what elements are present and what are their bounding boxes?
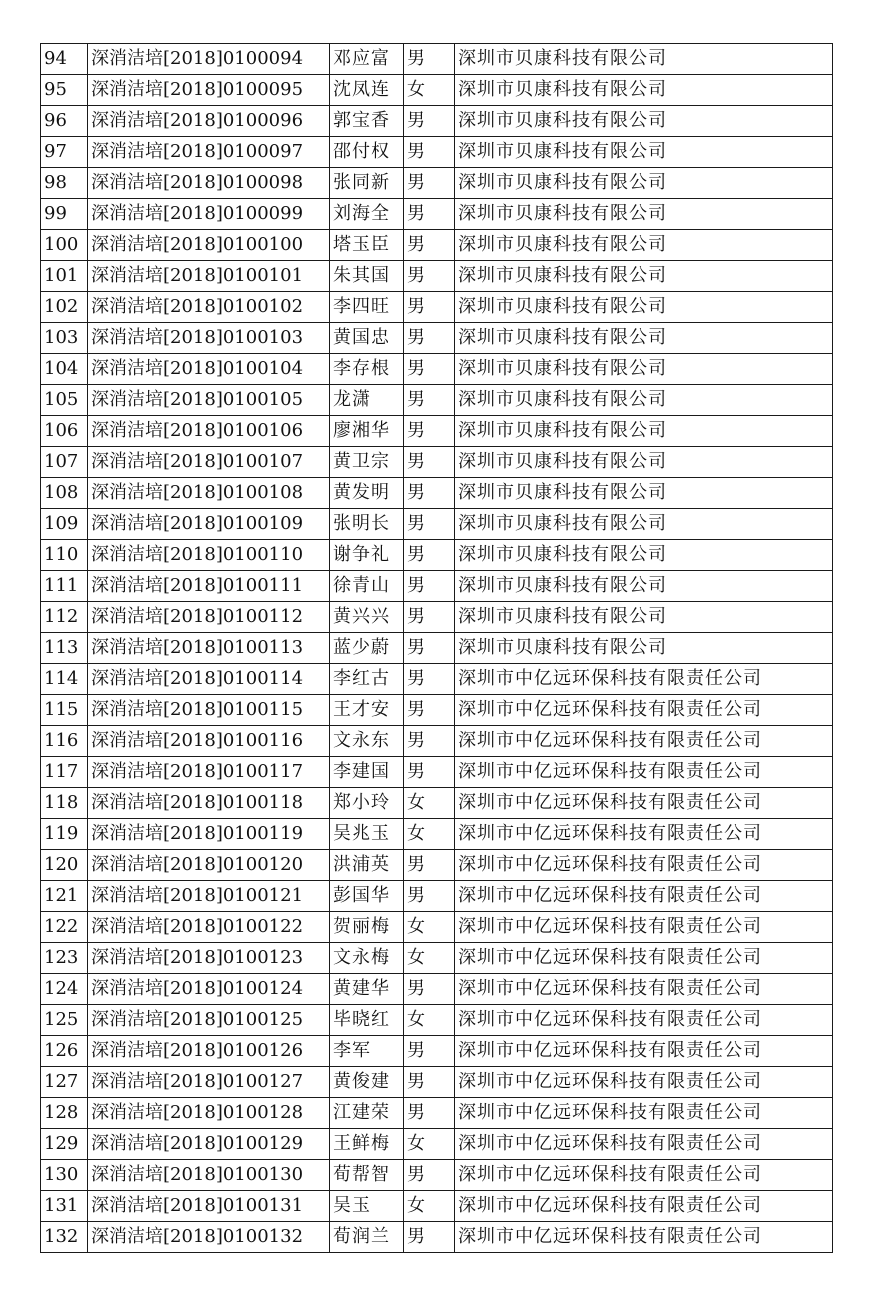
- table-row: [41, 230, 833, 261]
- seq-cell: 114: [41, 664, 88, 695]
- certificate-number-cell: 深消洁培[2018]0100131: [88, 1191, 330, 1222]
- seq-cell: 108: [41, 478, 88, 509]
- table-row: [41, 726, 833, 757]
- gender-cell: 男: [404, 1036, 455, 1067]
- seq-cell: 95: [41, 75, 88, 106]
- table-row: [41, 850, 833, 881]
- certificate-number-cell: 深消洁培[2018]0100100: [88, 230, 330, 261]
- seq-cell: 102: [41, 292, 88, 323]
- gender-cell: 女: [404, 1005, 455, 1036]
- name-cell: 江建荣: [330, 1098, 404, 1129]
- name-cell: 谢争礼: [330, 540, 404, 571]
- name-cell: 李建国: [330, 757, 404, 788]
- seq-cell: 99: [41, 199, 88, 230]
- company-cell: 深圳市贝康科技有限公司: [455, 540, 833, 571]
- gender-cell: 男: [404, 106, 455, 137]
- certificate-number-cell: 深消洁培[2018]0100106: [88, 416, 330, 447]
- table-row: [41, 323, 833, 354]
- table-row: [41, 1005, 833, 1036]
- gender-cell: 女: [404, 912, 455, 943]
- company-cell: 深圳市中亿远环保科技有限责任公司: [455, 1005, 833, 1036]
- seq-cell: 104: [41, 354, 88, 385]
- name-cell: 吴兆玉: [330, 819, 404, 850]
- certificate-number-cell: 深消洁培[2018]0100101: [88, 261, 330, 292]
- certificate-number-cell: 深消洁培[2018]0100098: [88, 168, 330, 199]
- seq-cell: 132: [41, 1222, 88, 1253]
- table-row: [41, 974, 833, 1005]
- table-row: [41, 788, 833, 819]
- gender-cell: 男: [404, 1098, 455, 1129]
- name-cell: 吴玉: [330, 1191, 404, 1222]
- roster-table: [40, 43, 833, 1253]
- certificate-number-cell: 深消洁培[2018]0100112: [88, 602, 330, 633]
- seq-cell: 97: [41, 137, 88, 168]
- table-row: [41, 695, 833, 726]
- seq-cell: 103: [41, 323, 88, 354]
- certificate-number-cell: 深消洁培[2018]0100132: [88, 1222, 330, 1253]
- certificate-number-cell: 深消洁培[2018]0100124: [88, 974, 330, 1005]
- name-cell: 彭国华: [330, 881, 404, 912]
- seq-cell: 129: [41, 1129, 88, 1160]
- seq-cell: 131: [41, 1191, 88, 1222]
- name-cell: 毕晓红: [330, 1005, 404, 1036]
- table-row: [41, 292, 833, 323]
- seq-cell: 110: [41, 540, 88, 571]
- gender-cell: 男: [404, 633, 455, 664]
- table-row: [41, 912, 833, 943]
- table-row: [41, 1067, 833, 1098]
- seq-cell: 119: [41, 819, 88, 850]
- table-row: [41, 261, 833, 292]
- gender-cell: 男: [404, 323, 455, 354]
- table-row: [41, 602, 833, 633]
- gender-cell: 女: [404, 1129, 455, 1160]
- gender-cell: 男: [404, 881, 455, 912]
- company-cell: 深圳市贝康科技有限公司: [455, 323, 833, 354]
- company-cell: 深圳市贝康科技有限公司: [455, 137, 833, 168]
- name-cell: 黄发明: [330, 478, 404, 509]
- certificate-number-cell: 深消洁培[2018]0100105: [88, 385, 330, 416]
- name-cell: 郑小玲: [330, 788, 404, 819]
- company-cell: 深圳市贝康科技有限公司: [455, 633, 833, 664]
- company-cell: 深圳市中亿远环保科技有限责任公司: [455, 1222, 833, 1253]
- gender-cell: 男: [404, 1067, 455, 1098]
- gender-cell: 男: [404, 509, 455, 540]
- name-cell: 黄俊建: [330, 1067, 404, 1098]
- name-cell: 沈凤连: [330, 75, 404, 106]
- certificate-number-cell: 深消洁培[2018]0100102: [88, 292, 330, 323]
- certificate-number-cell: 深消洁培[2018]0100120: [88, 850, 330, 881]
- name-cell: 黄卫宗: [330, 447, 404, 478]
- table-row: [41, 1129, 833, 1160]
- name-cell: 王鲜梅: [330, 1129, 404, 1160]
- table-row: [41, 1036, 833, 1067]
- company-cell: 深圳市贝康科技有限公司: [455, 602, 833, 633]
- company-cell: 深圳市贝康科技有限公司: [455, 168, 833, 199]
- gender-cell: 男: [404, 261, 455, 292]
- name-cell: 文永梅: [330, 943, 404, 974]
- table-row: [41, 1098, 833, 1129]
- seq-cell: 120: [41, 850, 88, 881]
- seq-cell: 111: [41, 571, 88, 602]
- company-cell: 深圳市中亿远环保科技有限责任公司: [455, 1036, 833, 1067]
- gender-cell: 男: [404, 1222, 455, 1253]
- roster-body: [41, 44, 833, 1253]
- table-row: [41, 509, 833, 540]
- table-row: [41, 664, 833, 695]
- company-cell: 深圳市贝康科技有限公司: [455, 385, 833, 416]
- name-cell: 黄建华: [330, 974, 404, 1005]
- table-row: [41, 881, 833, 912]
- seq-cell: 98: [41, 168, 88, 199]
- seq-cell: 101: [41, 261, 88, 292]
- certificate-number-cell: 深消洁培[2018]0100116: [88, 726, 330, 757]
- company-cell: 深圳市中亿远环保科技有限责任公司: [455, 695, 833, 726]
- certificate-number-cell: 深消洁培[2018]0100126: [88, 1036, 330, 1067]
- certificate-number-cell: 深消洁培[2018]0100127: [88, 1067, 330, 1098]
- name-cell: 邓应富: [330, 44, 404, 75]
- table-row: [41, 106, 833, 137]
- name-cell: 荀帮智: [330, 1160, 404, 1191]
- gender-cell: 男: [404, 540, 455, 571]
- company-cell: 深圳市贝康科技有限公司: [455, 509, 833, 540]
- table-row: [41, 447, 833, 478]
- company-cell: 深圳市中亿远环保科技有限责任公司: [455, 1098, 833, 1129]
- name-cell: 张明长: [330, 509, 404, 540]
- seq-cell: 118: [41, 788, 88, 819]
- table-row: [41, 478, 833, 509]
- table-row: [41, 633, 833, 664]
- gender-cell: 男: [404, 354, 455, 385]
- company-cell: 深圳市贝康科技有限公司: [455, 199, 833, 230]
- certificate-number-cell: 深消洁培[2018]0100123: [88, 943, 330, 974]
- table-row: [41, 943, 833, 974]
- company-cell: 深圳市贝康科技有限公司: [455, 354, 833, 385]
- certificate-number-cell: 深消洁培[2018]0100103: [88, 323, 330, 354]
- certificate-number-cell: 深消洁培[2018]0100129: [88, 1129, 330, 1160]
- seq-cell: 94: [41, 44, 88, 75]
- table-row: [41, 1222, 833, 1253]
- company-cell: 深圳市中亿远环保科技有限责任公司: [455, 757, 833, 788]
- gender-cell: 男: [404, 1160, 455, 1191]
- name-cell: 龙潇: [330, 385, 404, 416]
- seq-cell: 113: [41, 633, 88, 664]
- name-cell: 蓝少蔚: [330, 633, 404, 664]
- company-cell: 深圳市中亿远环保科技有限责任公司: [455, 850, 833, 881]
- company-cell: 深圳市中亿远环保科技有限责任公司: [455, 974, 833, 1005]
- gender-cell: 男: [404, 137, 455, 168]
- company-cell: 深圳市贝康科技有限公司: [455, 106, 833, 137]
- name-cell: 李红古: [330, 664, 404, 695]
- company-cell: 深圳市中亿远环保科技有限责任公司: [455, 943, 833, 974]
- gender-cell: 女: [404, 788, 455, 819]
- name-cell: 朱其国: [330, 261, 404, 292]
- certificate-number-cell: 深消洁培[2018]0100104: [88, 354, 330, 385]
- company-cell: 深圳市贝康科技有限公司: [455, 44, 833, 75]
- certificate-number-cell: 深消洁培[2018]0100118: [88, 788, 330, 819]
- gender-cell: 男: [404, 478, 455, 509]
- certificate-number-cell: 深消洁培[2018]0100122: [88, 912, 330, 943]
- company-cell: 深圳市中亿远环保科技有限责任公司: [455, 1191, 833, 1222]
- company-cell: 深圳市中亿远环保科技有限责任公司: [455, 1129, 833, 1160]
- seq-cell: 130: [41, 1160, 88, 1191]
- company-cell: 深圳市中亿远环保科技有限责任公司: [455, 664, 833, 695]
- table-row: [41, 571, 833, 602]
- seq-cell: 105: [41, 385, 88, 416]
- seq-cell: 112: [41, 602, 88, 633]
- name-cell: 李军: [330, 1036, 404, 1067]
- company-cell: 深圳市贝康科技有限公司: [455, 230, 833, 261]
- certificate-number-cell: 深消洁培[2018]0100097: [88, 137, 330, 168]
- table-row: [41, 416, 833, 447]
- certificate-number-cell: 深消洁培[2018]0100111: [88, 571, 330, 602]
- gender-cell: 女: [404, 1191, 455, 1222]
- table-row: [41, 385, 833, 416]
- gender-cell: 男: [404, 168, 455, 199]
- seq-cell: 100: [41, 230, 88, 261]
- seq-cell: 124: [41, 974, 88, 1005]
- gender-cell: 男: [404, 44, 455, 75]
- certificate-number-cell: 深消洁培[2018]0100099: [88, 199, 330, 230]
- certificate-number-cell: 深消洁培[2018]0100094: [88, 44, 330, 75]
- company-cell: 深圳市中亿远环保科技有限责任公司: [455, 1067, 833, 1098]
- table-row: [41, 540, 833, 571]
- company-cell: 深圳市贝康科技有限公司: [455, 447, 833, 478]
- table-row: [41, 75, 833, 106]
- seq-cell: 127: [41, 1067, 88, 1098]
- certificate-number-cell: 深消洁培[2018]0100114: [88, 664, 330, 695]
- seq-cell: 116: [41, 726, 88, 757]
- certificate-number-cell: 深消洁培[2018]0100110: [88, 540, 330, 571]
- certificate-number-cell: 深消洁培[2018]0100095: [88, 75, 330, 106]
- name-cell: 贺丽梅: [330, 912, 404, 943]
- name-cell: 廖湘华: [330, 416, 404, 447]
- table-row: [41, 137, 833, 168]
- name-cell: 徐青山: [330, 571, 404, 602]
- table-row: [41, 1191, 833, 1222]
- certificate-number-cell: 深消洁培[2018]0100121: [88, 881, 330, 912]
- name-cell: 塔玉臣: [330, 230, 404, 261]
- gender-cell: 男: [404, 385, 455, 416]
- gender-cell: 男: [404, 602, 455, 633]
- gender-cell: 男: [404, 292, 455, 323]
- name-cell: 刘海全: [330, 199, 404, 230]
- gender-cell: 男: [404, 571, 455, 602]
- company-cell: 深圳市贝康科技有限公司: [455, 261, 833, 292]
- name-cell: 李四旺: [330, 292, 404, 323]
- table-row: [41, 354, 833, 385]
- certificate-number-cell: 深消洁培[2018]0100128: [88, 1098, 330, 1129]
- certificate-number-cell: 深消洁培[2018]0100119: [88, 819, 330, 850]
- company-cell: 深圳市中亿远环保科技有限责任公司: [455, 726, 833, 757]
- table-row: [41, 757, 833, 788]
- name-cell: 黄国忠: [330, 323, 404, 354]
- company-cell: 深圳市中亿远环保科技有限责任公司: [455, 1160, 833, 1191]
- gender-cell: 男: [404, 757, 455, 788]
- certificate-number-cell: 深消洁培[2018]0100109: [88, 509, 330, 540]
- name-cell: 郭宝香: [330, 106, 404, 137]
- seq-cell: 109: [41, 509, 88, 540]
- gender-cell: 男: [404, 416, 455, 447]
- seq-cell: 123: [41, 943, 88, 974]
- gender-cell: 女: [404, 819, 455, 850]
- company-cell: 深圳市贝康科技有限公司: [455, 416, 833, 447]
- seq-cell: 122: [41, 912, 88, 943]
- table-row: [41, 1160, 833, 1191]
- name-cell: 王才安: [330, 695, 404, 726]
- gender-cell: 男: [404, 447, 455, 478]
- name-cell: 洪浦英: [330, 850, 404, 881]
- certificate-number-cell: 深消洁培[2018]0100108: [88, 478, 330, 509]
- gender-cell: 男: [404, 230, 455, 261]
- gender-cell: 男: [404, 695, 455, 726]
- seq-cell: 126: [41, 1036, 88, 1067]
- name-cell: 文永东: [330, 726, 404, 757]
- gender-cell: 男: [404, 726, 455, 757]
- company-cell: 深圳市贝康科技有限公司: [455, 292, 833, 323]
- gender-cell: 男: [404, 199, 455, 230]
- company-cell: 深圳市中亿远环保科技有限责任公司: [455, 788, 833, 819]
- certificate-number-cell: 深消洁培[2018]0100130: [88, 1160, 330, 1191]
- name-cell: 张同新: [330, 168, 404, 199]
- company-cell: 深圳市贝康科技有限公司: [455, 478, 833, 509]
- table-row: [41, 44, 833, 75]
- company-cell: 深圳市中亿远环保科技有限责任公司: [455, 819, 833, 850]
- gender-cell: 男: [404, 974, 455, 1005]
- gender-cell: 女: [404, 75, 455, 106]
- certificate-number-cell: 深消洁培[2018]0100096: [88, 106, 330, 137]
- certificate-number-cell: 深消洁培[2018]0100115: [88, 695, 330, 726]
- gender-cell: 女: [404, 943, 455, 974]
- certificate-number-cell: 深消洁培[2018]0100125: [88, 1005, 330, 1036]
- gender-cell: 男: [404, 664, 455, 695]
- company-cell: 深圳市中亿远环保科技有限责任公司: [455, 881, 833, 912]
- seq-cell: 107: [41, 447, 88, 478]
- name-cell: 李存根: [330, 354, 404, 385]
- table-row: [41, 819, 833, 850]
- name-cell: 黄兴兴: [330, 602, 404, 633]
- seq-cell: 96: [41, 106, 88, 137]
- gender-cell: 男: [404, 850, 455, 881]
- seq-cell: 125: [41, 1005, 88, 1036]
- certificate-number-cell: 深消洁培[2018]0100117: [88, 757, 330, 788]
- name-cell: 邵付权: [330, 137, 404, 168]
- seq-cell: 121: [41, 881, 88, 912]
- seq-cell: 115: [41, 695, 88, 726]
- seq-cell: 106: [41, 416, 88, 447]
- certificate-number-cell: 深消洁培[2018]0100107: [88, 447, 330, 478]
- table-row: [41, 199, 833, 230]
- seq-cell: 117: [41, 757, 88, 788]
- company-cell: 深圳市中亿远环保科技有限责任公司: [455, 912, 833, 943]
- seq-cell: 128: [41, 1098, 88, 1129]
- certificate-number-cell: 深消洁培[2018]0100113: [88, 633, 330, 664]
- name-cell: 荀润兰: [330, 1222, 404, 1253]
- table-row: [41, 168, 833, 199]
- company-cell: 深圳市贝康科技有限公司: [455, 75, 833, 106]
- company-cell: 深圳市贝康科技有限公司: [455, 571, 833, 602]
